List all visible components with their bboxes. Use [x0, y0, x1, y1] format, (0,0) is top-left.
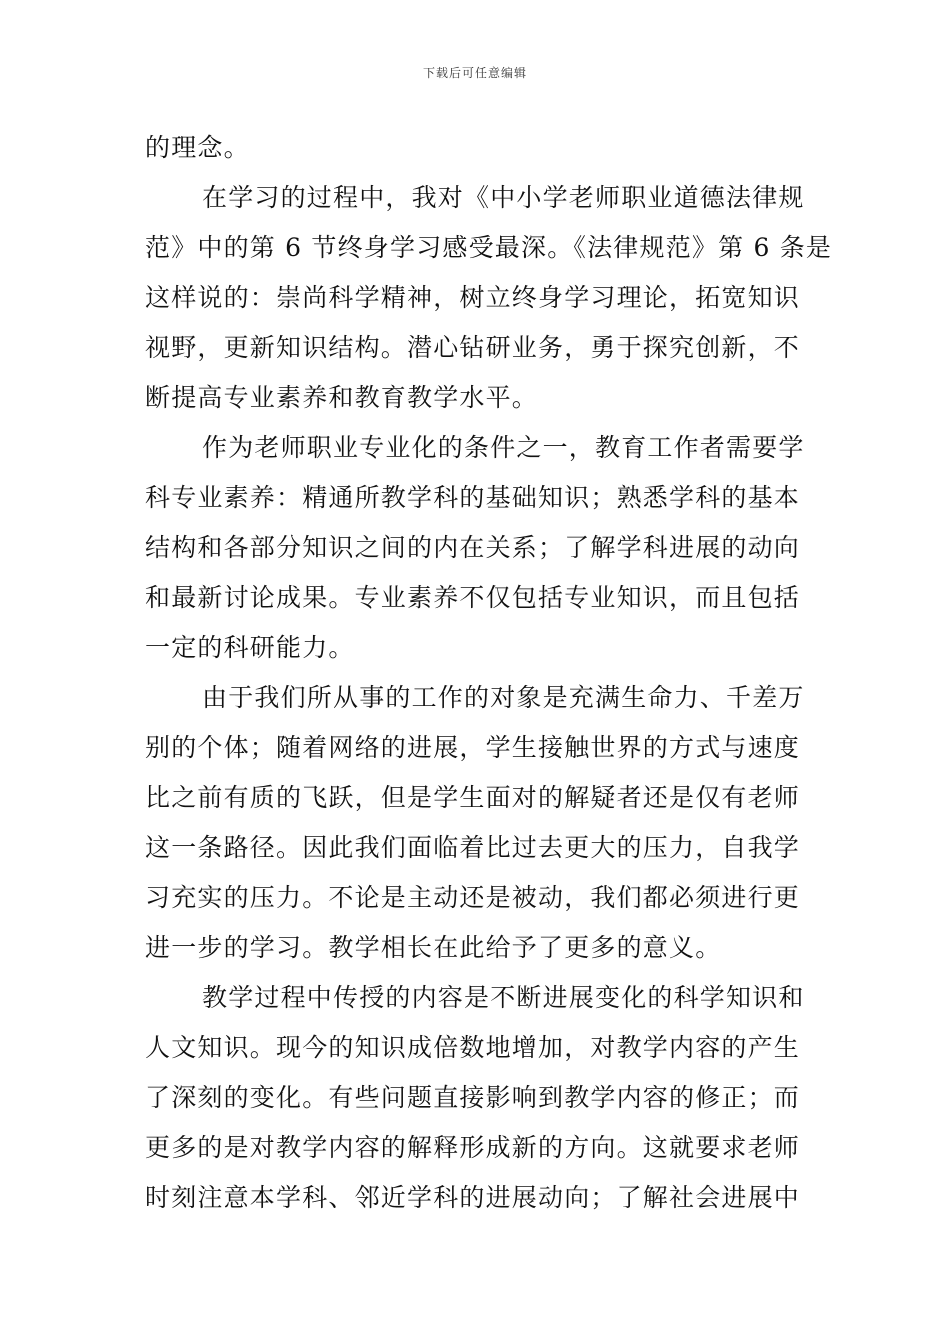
- text-line: 视野，更新知识结构。潜心钻研业务，勇于探究创新，不: [145, 333, 801, 362]
- text-line: 一定的科研能力。: [145, 633, 355, 662]
- paragraph-first-line: 由于我们所从事的工作的对象是充满生命力、千差万: [202, 683, 805, 712]
- text-line: 别的个体；随着网络的进展，学生接触世界的方式与速度: [145, 733, 801, 762]
- text-line: 科专业素养：精通所教学科的基础知识；熟悉学科的基本: [145, 483, 801, 512]
- text-line: 断提高专业素养和教育教学水平。: [145, 383, 539, 412]
- document-body: [145, 123, 833, 1223]
- text-line: 进一步的学习。教学相长在此给予了更多的意义。: [145, 933, 722, 962]
- text-line: 了深刻的变化。有些问题直接影响到教学内容的修正；而: [145, 1083, 801, 1112]
- text-line: 更多的是对教学内容的解释形成新的方向。这就要求老师: [145, 1133, 801, 1162]
- text-line: 结构和各部分知识之间的内在关系；了解学科进展的动向: [145, 533, 801, 562]
- page-header: 下载后可任意编辑: [422, 66, 527, 80]
- text-line: 比之前有质的飞跃，但是学生面对的解疑者还是仅有老师: [145, 783, 801, 812]
- text-line: 时刻注意本学科、邻近学科的进展动向；了解社会进展中: [145, 1183, 801, 1212]
- text-line: 这样说的：崇尚科学精神，树立终身学习理论，拓宽知识: [145, 283, 801, 312]
- text-line: 的理念。: [145, 133, 250, 162]
- paragraph-first-line: 作为老师职业专业化的条件之一，教育工作者需要学: [202, 433, 805, 462]
- paragraph-first-line: 教学过程中传授的内容是不断进展变化的科学知识和: [202, 983, 805, 1012]
- text-line: 习充实的压力。不论是主动还是被动，我们都必须进行更: [145, 883, 801, 912]
- text-line: 这一条路径。因此我们面临着比过去更大的压力，自我学: [145, 833, 801, 862]
- paragraph-first-line: 在学习的过程中，我对《中小学老师职业道德法律规: [202, 183, 805, 212]
- text-line: 范》中的第 6 节终身学习感受最深。《法律规范》第 6 条是: [145, 233, 833, 262]
- text-line: 和最新讨论成果。专业素养不仅包括专业知识，而且包括: [145, 583, 801, 612]
- text-line: 人文知识。现今的知识成倍数地增加，对教学内容的产生: [145, 1033, 801, 1062]
